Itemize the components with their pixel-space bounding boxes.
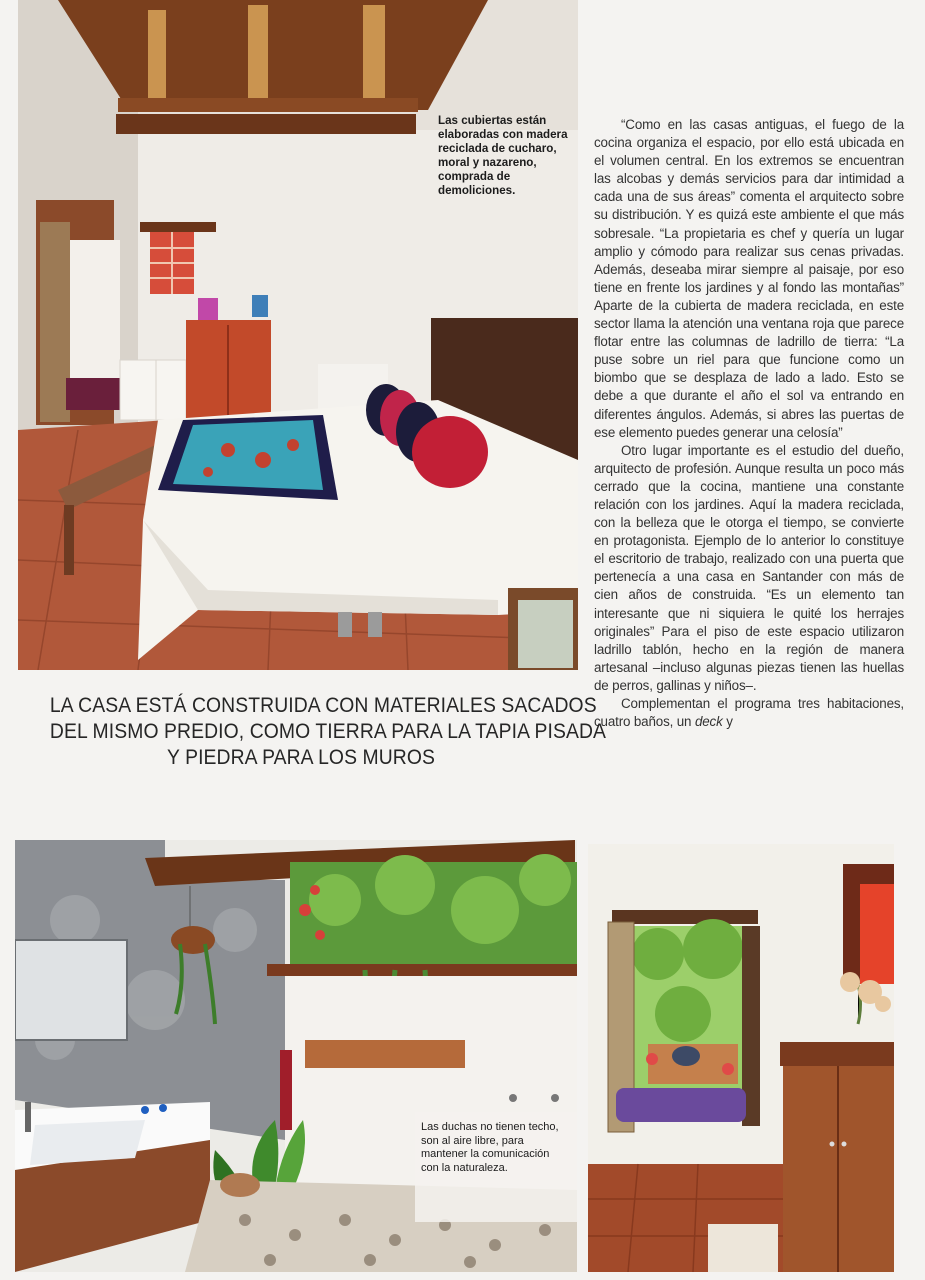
article-paragraph-3 bbox=[594, 695, 904, 731]
pull-quote-line-2: DEL MISMO PREDIO, COMO TIERRA PARA LA TAPIA PISADA bbox=[49, 719, 607, 743]
window-seat-photo bbox=[588, 844, 894, 1272]
bedroom-caption-text: Las cubiertas están elaboradas con madera reciclada de cucharo, moral y nazareno, comprada de demoliciones. bbox=[438, 114, 568, 197]
article-paragraph-3-deck: deck bbox=[694, 714, 723, 730]
bathroom-photo bbox=[15, 840, 577, 1272]
showers-caption-text: Las duchas no tienen techo, son al aire libre, para mantener la comunicación con la naturaleza. bbox=[421, 1121, 559, 1174]
article-paragraph-2: Otro lugar importante es el estudio del dueño, arquitecto de profesión. Aunque resulta un poco más cerrado que la cocina, mantiene una constante relación con los jardines. Aquí la madera reciclada, con la belleza que le otorga el tiempo, se convierte en protagonista. Ejemplo de lo anterior lo constituye el escritorio de trabajo, realizado con una puerta que pertenecía a una casa en Santander con más de cien años de construida. “Es un elemento tan interesante que ni siquiera le quité los herrajes originales” Para el piso de este espacio utilizaron ladrillo tablón, hecho en la región de manera artesanal –incluso algunas piezas tienen las huellas de perros, gallinas y niños–. bbox=[594, 442, 904, 693]
bedroom-caption bbox=[438, 114, 568, 198]
showers-caption bbox=[421, 1121, 561, 1175]
bedroom-photo bbox=[18, 0, 578, 670]
article-body bbox=[594, 116, 904, 731]
article-paragraph-1: “Como en las casas antiguas, el fuego de la cocina organiza el espacio, por ello está ubicada en el volumen central. En los extremos se encuentran las alcobas y demás servicios para dar intimidad a cada una de sus áreas” comenta el arquitecto sobre su distribución. Y es quizá este ambiente el que más sobresale. “La propietaria es chef y quería un lugar amplio y cómodo para realizar sus cenas privadas. Además, deseaba mirar siempre al paisaje, por eso tiene en frente los jardines y al fondo las montañas” Aparte de la cubierta de madera reciclada, en este sector llama la atención una ventana roja que parece flotar entre las columnas de ladrillo de tierra: “La puse sobre un riel para que funcione como un biombo que se desplaza de lado a lado. Esto se debe a que durante el año el sol va entrando en diferentes ángulos. Además, si abres las puertas de ese elemento puedes generar una celosía” bbox=[594, 117, 904, 440]
pull-quote-line-3: Y PIEDRA PARA LOS MUROS bbox=[166, 745, 436, 769]
article-paragraph-3-end: y bbox=[722, 714, 733, 730]
article-paragraph-3-start: Complementan el programa tres habitaciones, cuatro baños, un bbox=[594, 696, 904, 730]
pull-quote-line-1: LA CASA ESTÁ CONSTRUIDA CON MATERIALES SACADOS bbox=[49, 693, 597, 717]
pull-quote bbox=[22, 692, 607, 770]
